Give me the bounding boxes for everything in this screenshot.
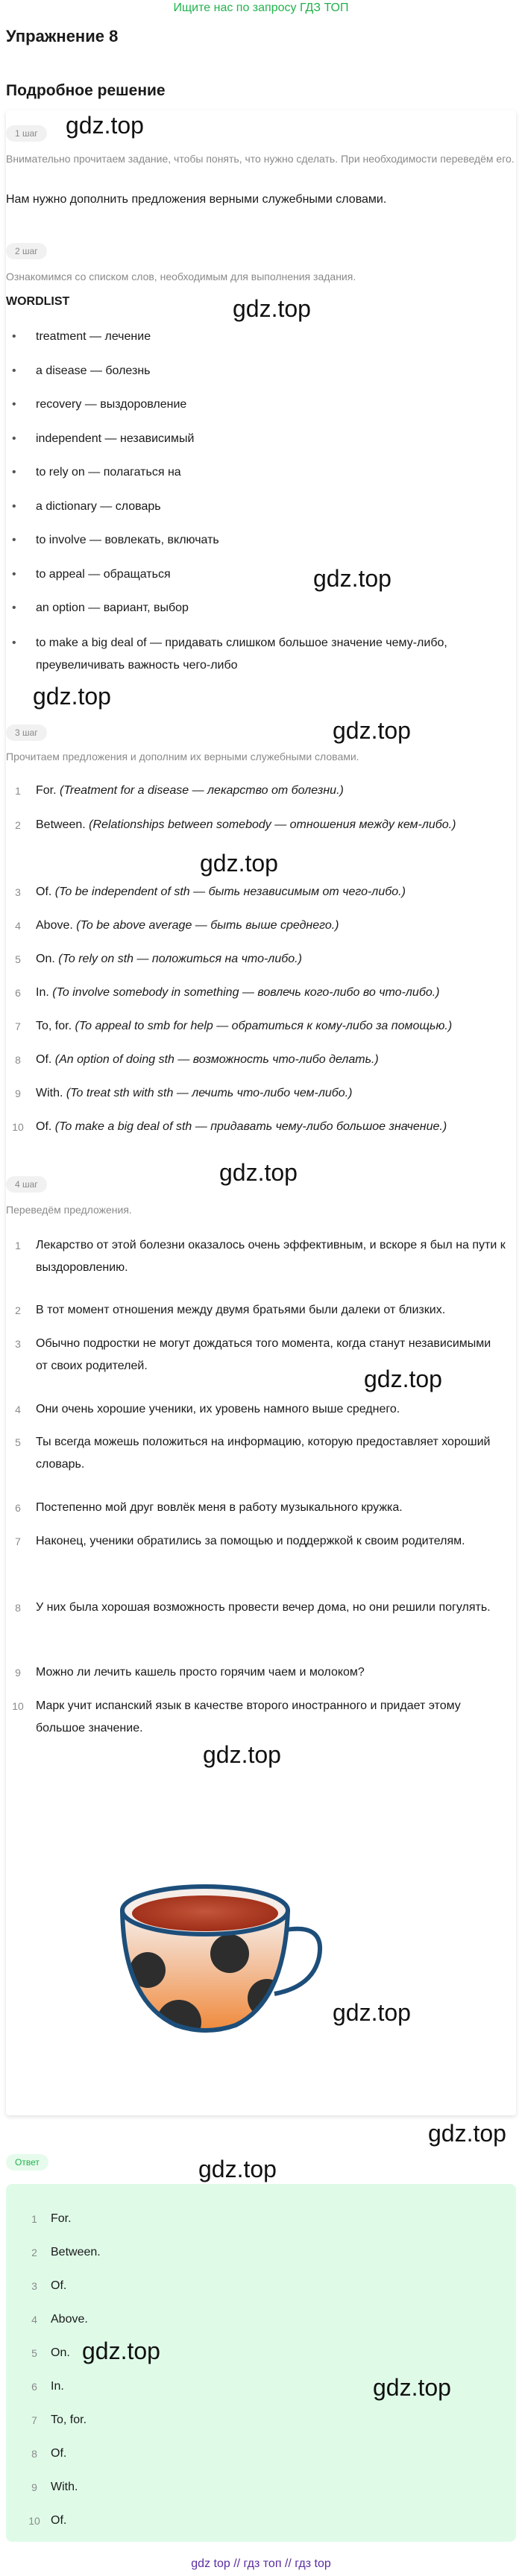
list-item: 3 Обычно подростки не могут дождаться того момента, когда станут независимыми от своих родителей. [15,1337,491,1372]
watermark: gdz.top [313,565,392,592]
step-1-hint: Внимательно прочитаем задание, чтобы понять, что нужно сделать. При необходимости переведём его. [6,153,515,165]
watermark: gdz.top [33,683,111,710]
list-item: 3 Of. [31,2279,67,2292]
list-item: 7 Наконец, ученики обратились за помощью и поддержкой к своим родителям. [15,1535,465,1547]
list-item: 2 Between. [31,2246,101,2258]
list-item: 6 In. [31,2380,64,2393]
list-item: 2 В тот момент отношения между двумя братьями были далеки от близких. [15,1304,446,1316]
list-item: 3 Of. (To be independent of sth — быть независимым от чего-либо.) [15,886,406,898]
list-item: 8 Of. (An option of doing sth — возможность что-либо делать.) [15,1053,379,1066]
list-item: • an option — вариант, выбор [6,598,522,619]
list-item: • to involve — вовлекать, включать [6,530,522,551]
list-item: 6 Постепенно мой друг вовлёк меня в работу музыкального кружка. [15,1501,403,1514]
list-item: • independent — независимый [6,429,522,449]
step-4-hint: Переведём предложения. [6,1204,132,1216]
section-title: Подробное решение [6,82,166,99]
watermark: gdz.top [333,717,411,744]
step-3-badge: 3 шаг [6,724,47,741]
list-item: 5 On. [31,2346,70,2359]
answer-badge: Ответ [6,2154,48,2171]
search-hint-link[interactable]: Ищите нас по запросу ГДЗ ТОП [173,1,349,14]
footer-links[interactable]: gdz top // гдз топ // гдз top [191,2557,331,2570]
step-1-badge: 1 шаг [6,125,47,142]
step-3-hint: Прочитаем предложения и дополним их верными служебными словами. [6,751,359,763]
watermark: gdz.top [219,1159,298,1186]
list-item: 1 For. [31,2212,72,2225]
list-item: 7 To, for. [31,2414,87,2426]
list-item: • to rely on — полагаться на [6,462,522,483]
list-item: 10 Марк учит испанский язык в качестве второго иностранного и придает этому большое значение. [12,1699,461,1734]
list-item: 9 Можно ли лечить кашель просто горячим чаем и молоком? [15,1666,365,1679]
watermark: gdz.top [333,1999,411,2026]
page-title: Упражнение 8 [6,27,119,45]
list-item: 2 Between. (Relationships between somebody — отношения между кем-либо.) [15,818,456,831]
list-item: 5 On. (To rely on sth — положиться на что-либо.) [15,953,302,965]
watermark: gdz.top [200,850,278,877]
list-item: 9 With. (To treat sth with sth — лечить что-либо чем-либо.) [15,1087,353,1099]
cup-illustration [79,1852,333,2053]
list-item: 4 Они очень хорошие ученики, их уровень намного выше среднего. [15,1403,400,1415]
solution-card [6,110,516,2115]
list-item: 7 To, for. (To appeal to smb for help — обратиться к кому-либо за помощью.) [15,1020,453,1032]
wordlist-title: WORDLIST [6,295,70,308]
watermark: gdz.top [82,2337,160,2364]
list-item: 1 Лекарство от этой болезни оказалось очень эффективным, и вскоре я был на пути к выздоровлению. [15,1239,506,1274]
list-item: 8 Of. [31,2447,67,2460]
step-1-text: Нам нужно дополнить предложения верными служебными словами. [6,193,387,206]
watermark: gdz.top [428,2120,506,2147]
list-item: 4 Above. (To be above average — быть выше среднего.) [15,919,339,932]
list-item: 5 Ты всегда можешь положиться на информацию, которую предоставляет хороший словарь. [15,1436,491,1471]
list-item: • to make a big deal of — придавать слишком большое значение чему-либо, преувеличивать важность чего-либо [6,632,522,677]
list-item: 8 У них была хорошая возможность провести вечер дома, но они решили погулять. [15,1601,491,1614]
watermark: gdz.top [66,112,144,139]
list-item: 10 Of. (To make a big deal of sth — придавать чему-либо большое значение.) [12,1120,447,1133]
watermark: gdz.top [364,1366,442,1392]
list-item: • to appeal — обращаться [6,564,522,585]
watermark: gdz.top [198,2156,277,2182]
list-item: 9 With. [31,2481,78,2493]
list-item: • a disease — болезнь [6,361,522,382]
list-item: 4 Above. [31,2313,88,2326]
list-item: • a dictionary — словарь [6,496,522,517]
list-item: 6 In. (To involve somebody in something — вовлечь кого-либо во что-либо.) [15,986,440,999]
list-item: 10 Of. [28,2514,67,2527]
step-4-badge: 4 шаг [6,1176,47,1193]
list-item: 1 For. (Treatment for a disease — лекарство от болезни.) [15,784,344,797]
step-2-hint: Ознакомимся со списком слов, необходимым для выполнения задания. [6,271,356,282]
watermark: gdz.top [233,295,311,322]
list-item: • treatment — лечение [6,326,522,347]
watermark: gdz.top [373,2374,451,2401]
watermark: gdz.top [203,1741,281,1768]
list-item: • recovery — выздоровление [6,394,522,415]
step-2-badge: 2 шаг [6,243,47,259]
